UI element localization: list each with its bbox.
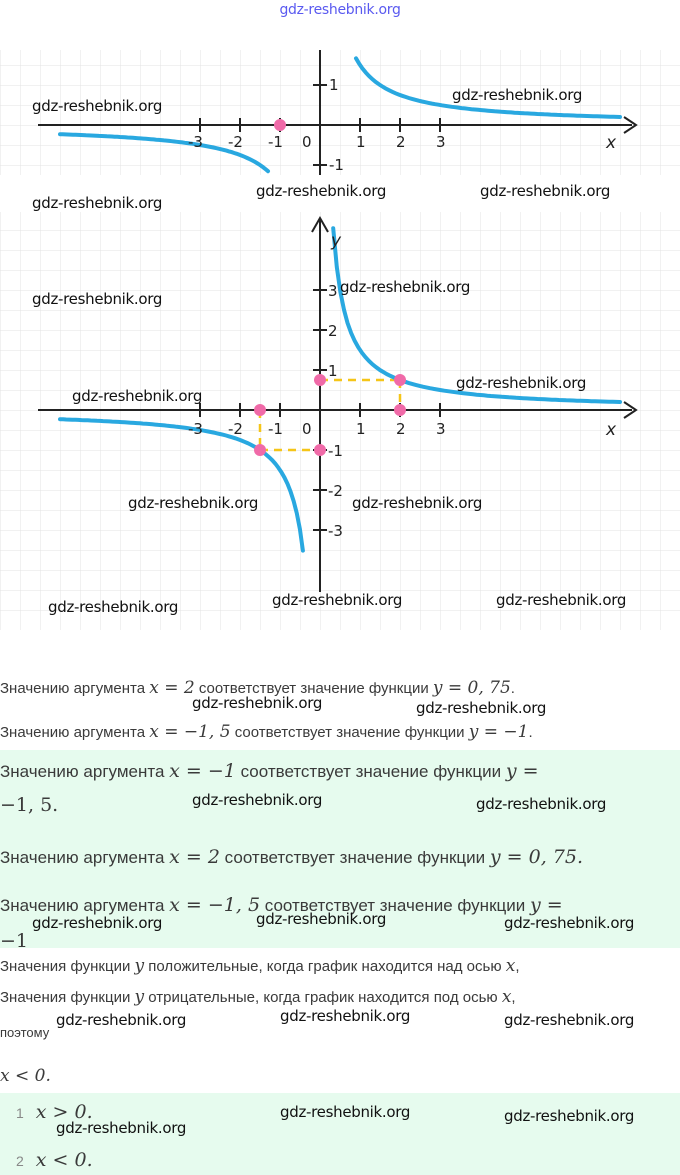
watermark: gdz-reshebnik.org [32,290,163,308]
point-marker [394,374,406,386]
watermark: gdz-reshebnik.org [340,278,471,296]
watermark: gdz-reshebnik.org [192,694,323,712]
watermark: gdz-reshebnik.org [476,795,607,813]
text-line: Значению аргумента x = 2 соответствует значение функции y = 0, 75. [0,678,515,698]
answer-line: Значению аргумента x = 2 соответствует значение функции y = 0, 75. [0,846,584,868]
text-line: поэтому [0,1025,50,1040]
tick-label: -2 [228,133,243,151]
tick-label: 0 [302,420,312,438]
watermark: gdz-reshebnik.org [32,914,163,932]
watermark: gdz-reshebnik.org [496,591,627,609]
watermark: gdz-reshebnik.org [48,598,179,616]
site-link[interactable]: gdz-reshebnik.org [279,2,401,18]
watermark: gdz-reshebnik.org [256,182,387,200]
text-line: Значению аргумента x = −1, 5 соответствует значение функции y = −1. [0,722,533,742]
tick-label: 3 [436,420,446,438]
answer-line: Значению аргумента x = −1, 5 соответствует значение функции y = [0,894,563,916]
tick-label: -2 [328,482,343,500]
tick-label: -1 [328,442,343,460]
watermark: gdz-reshebnik.org [416,699,547,717]
x-axis-label: x [606,133,617,153]
answer-item: 1 x > 0. [16,1101,93,1123]
tick-label: -3 [188,133,203,151]
y-axis-label: y [331,231,342,251]
tick-label: 1 [328,362,338,380]
tick-label: 3 [436,133,446,151]
point-marker [314,374,326,386]
watermark: gdz-reshebnik.org [280,1103,411,1121]
watermark: gdz-reshebnik.org [504,914,635,932]
point-marker [394,404,406,416]
watermark: gdz-reshebnik.org [504,1107,635,1125]
watermark: gdz-reshebnik.org [452,86,583,104]
tick-label: 0 [302,133,312,151]
tick-label: -3 [188,420,203,438]
tick-label: 2 [396,420,406,438]
text-line: Значения функции y отрицательные, когда график находится под осью x, [0,987,516,1007]
watermark: gdz-reshebnik.org [56,1011,187,1029]
text-line: x < 0. [0,1066,51,1086]
watermark: gdz-reshebnik.org [504,1011,635,1029]
tick-label: 2 [328,322,338,340]
tick-label: -1 [329,156,344,174]
tick-label: 1 [356,420,366,438]
answer-line: Значению аргумента x = −1 соответствует значение функции y = [0,760,539,782]
watermark: gdz-reshebnik.org [72,387,203,405]
watermark: gdz-reshebnik.org [32,194,163,212]
answer-line: −1, 5. [0,794,59,816]
tick-label: -3 [328,522,343,540]
tick-label: -2 [228,420,243,438]
answer-item: 2 x < 0. [16,1149,93,1171]
tick-label: -1 [268,420,283,438]
watermark: gdz-reshebnik.org [56,1119,187,1137]
tick-label: 3 [328,282,338,300]
tick-label: 1 [329,76,339,94]
text-line: Значения функции y положительные, когда график находится над осью x, [0,956,520,976]
point-marker [254,404,266,416]
point-marker [274,119,286,131]
watermark: gdz-reshebnik.org [256,910,387,928]
watermark: gdz-reshebnik.org [272,591,403,609]
watermark: gdz-reshebnik.org [32,97,163,115]
tick-label: 2 [396,133,406,151]
point-marker [254,444,266,456]
watermark: gdz-reshebnik.org [128,494,259,512]
tick-label: 1 [356,133,366,151]
watermark: gdz-reshebnik.org [192,791,323,809]
hyperbola-graph-main [0,212,680,630]
tick-label: -1 [268,133,283,151]
answer-line: −1 [0,930,29,952]
watermark: gdz-reshebnik.org [352,494,483,512]
watermark: gdz-reshebnik.org [280,1007,411,1025]
watermark: gdz-reshebnik.org [456,374,587,392]
watermark: gdz-reshebnik.org [480,182,611,200]
point-marker [314,444,326,456]
x-axis-label: x [606,420,617,440]
